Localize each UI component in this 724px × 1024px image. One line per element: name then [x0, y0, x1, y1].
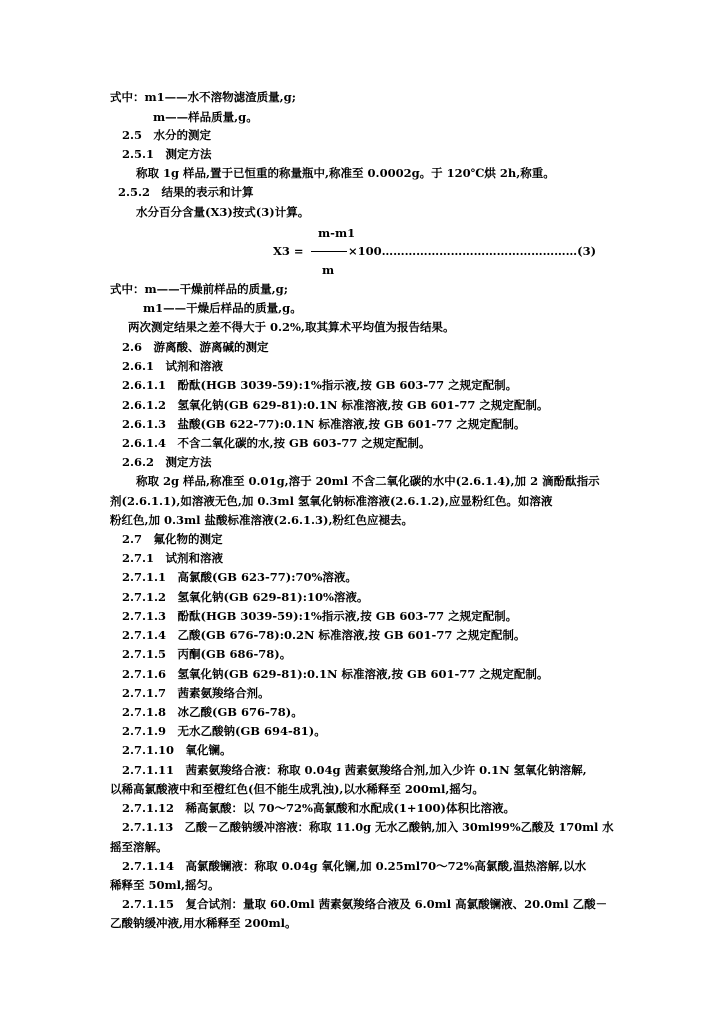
section-heading: 2.7.1 试剂和溶液 [122, 551, 224, 565]
text-line: 剂(2.6.1.1),如溶液无色,加 0.3ml 氢氧化钠标准溶液(2.6.1.2),应显粉红色。如溶液 [110, 494, 553, 508]
text-line: 水分百分含量(X3)按式(3)计算。 [136, 205, 310, 219]
text-line: 2.6.1.3 盐酸(GB 622-77):0.1N 标准溶液,按 GB 601-77 之规定配制。 [122, 417, 526, 431]
section-heading: 2.6 游离酸、游离碱的测定 [122, 340, 269, 354]
text-line: 2.7.1.2 氢氧化钠(GB 629-81):10%溶液。 [122, 590, 369, 604]
text-line: 2.7.1.9 无水乙酸钠(GB 694-81)。 [122, 724, 326, 738]
text-line: 以稀高氯酸液中和至橙红色(但不能生成乳浊),以水稀释至 200ml,摇匀。 [110, 782, 484, 796]
text-line: 2.7.1.10 氧化镧。 [122, 743, 232, 757]
text-line: m——样品质量,g。 [153, 110, 258, 124]
text-line: 2.6.1.4 不含二氧化碳的水,按 GB 603-77 之规定配制。 [122, 436, 431, 450]
section-heading: 2.5.2 结果的表示和计算 [118, 185, 254, 199]
text-line: 式中：m——干燥前样品的质量,g; [110, 282, 288, 296]
formula-denominator: m [322, 263, 335, 277]
text-line: 摇至溶解。 [110, 840, 168, 854]
text-line: 式中：m1——水不溶物滤渣质量,g; [110, 90, 296, 104]
section-heading: 2.5 水分的测定 [122, 128, 212, 142]
text-line: 粉红色,加 0.3ml 盐酸标准溶液(2.6.1.3),粉红色应褪去。 [110, 513, 413, 527]
text-line: 称取 2g 样品,称准至 0.01g,溶于 20ml 不含二氧化碳的水中(2.6.1.4),加 2 滴酚酞指示 [136, 474, 600, 488]
text-line: 2.7.1.5 丙酮(GB 686-78)。 [122, 647, 292, 661]
section-heading: 2.5.1 测定方法 [122, 147, 212, 161]
text-line: 2.7.1.8 冰乙酸(GB 676-78)。 [122, 705, 303, 719]
formula-numerator: m-m1 [318, 226, 356, 240]
text-line: 2.7.1.4 乙酸(GB 676-78):0.2N 标准溶液,按 GB 601-77 之规定配制。 [122, 628, 526, 642]
text-line: 2.7.1.12 稀高氯酸：以 70～72%高氯酸和水配成(1+100)体积比溶液。 [122, 801, 515, 815]
text-line: 2.7.1.7 茜素氨羧络合剂。 [122, 686, 270, 700]
text-line: m1——干燥后样品的质量,g。 [143, 301, 302, 315]
text-line: 2.7.1.6 氢氧化钠(GB 629-81):0.1N 标准溶液,按 GB 601-77 之规定配制。 [122, 667, 549, 681]
text-line: 2.7.1.14 高氯酸镧液：称取 0.04g 氧化镧,加 0.25ml70～72%高氯酸,温热溶解,以水 [122, 859, 587, 873]
text-line: 2.6.1.1 酚酞(HGB 3039-59):1%指示液,按 GB 603-77 之规定配制。 [122, 378, 518, 392]
text-line: 称取 1g 样品,置于已恒重的称量瓶中,称准至 0.0002g。于 120℃烘 2h,称重。 [136, 166, 555, 180]
text-line: 2.7.1.3 酚酞(HGB 3039-59):1%指示液,按 GB 603-77 之规定配制。 [122, 609, 518, 623]
text-line: 2.6.1.2 氢氧化钠(GB 629-81):0.1N 标准溶液,按 GB 601-77 之规定配制。 [122, 398, 549, 412]
section-heading: 2.7 氟化物的测定 [122, 532, 223, 546]
text-line: 两次测定结果之差不得大于 0.2%,取其算术平均值为报告结果。 [128, 320, 455, 334]
text-line: 2.7.1.11 茜素氨羧络合液：称取 0.04g 茜素氨羧络合剂,加入少许 0.1N 氢氧化钠溶解, [122, 763, 587, 777]
text-line: 稀释至 50ml,摇匀。 [110, 878, 220, 892]
formula-rhs: ×100……………………………………………(3) [348, 244, 597, 258]
text-line: 2.7.1.1 高氯酸(GB 623-77):70%溶液。 [122, 570, 357, 584]
fraction-bar [311, 251, 347, 252]
text-line: 2.7.1.13 乙酸－乙酸钠缓冲溶液：称取 11.0g 无水乙酸钠,加入 30ml99%乙酸及 170ml 水 [122, 820, 614, 834]
formula-lhs: X3 = [273, 244, 304, 258]
section-heading: 2.6.2 测定方法 [122, 455, 212, 469]
section-heading: 2.6.1 试剂和溶液 [122, 359, 224, 373]
text-line: 乙酸钠缓冲液,用水稀释至 200ml。 [110, 916, 297, 930]
text-line: 2.7.1.15 复合试剂：量取 60.0ml 茜素氨羧络合液及 6.0ml 高氯酸镧液、20.0ml 乙酸－ [122, 897, 608, 911]
